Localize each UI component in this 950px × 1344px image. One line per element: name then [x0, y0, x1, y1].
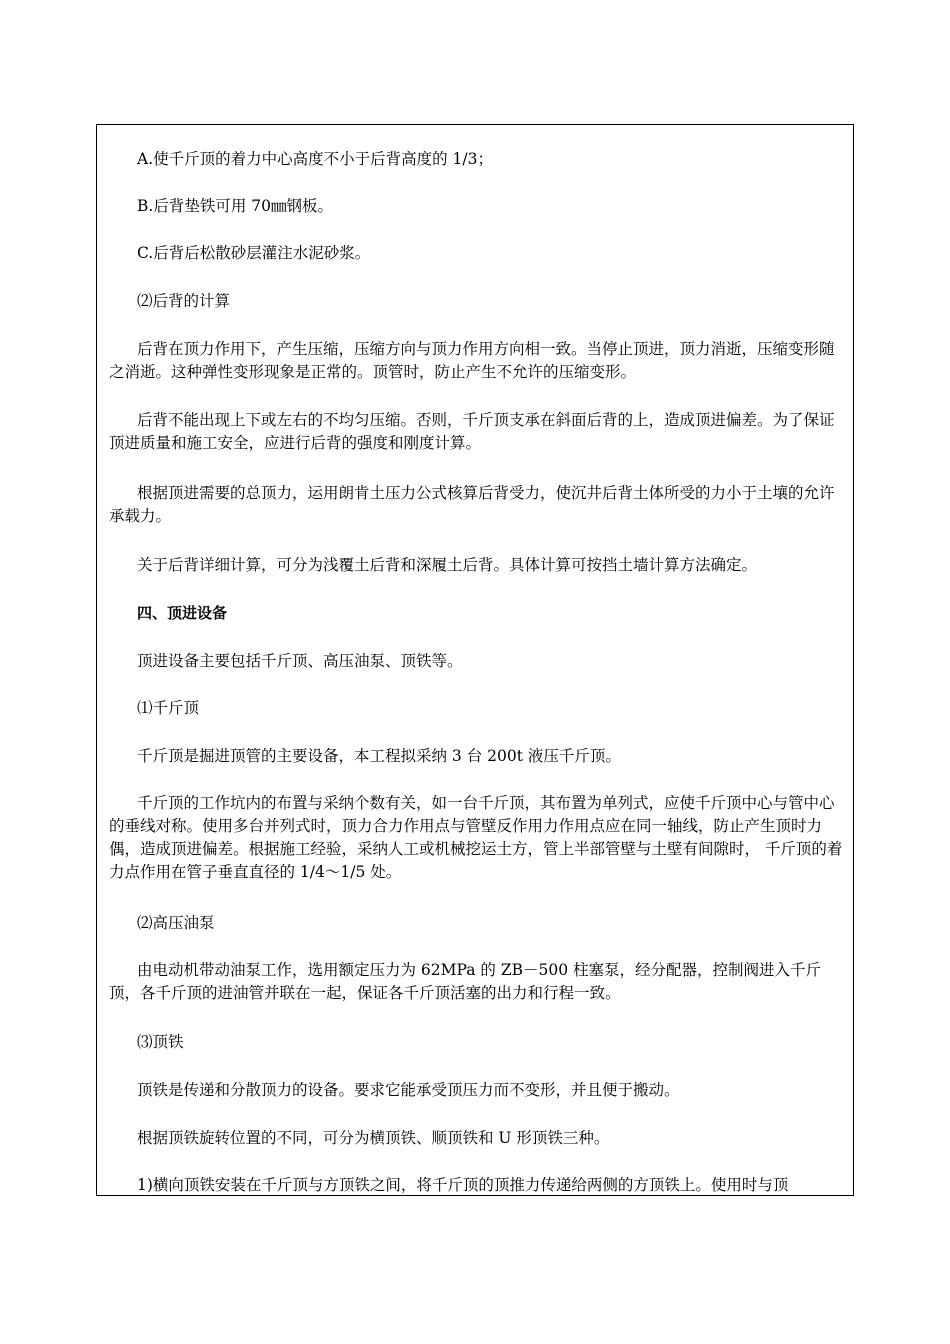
- paragraph-top-iron-types: 根据顶铁旋转位置的不同，可分为横顶铁、顺顶铁和 U 形顶铁三种。: [137, 1129, 610, 1147]
- paragraph-jack-layout: 千斤顶的工作坑内的布置与采纳个数有关，如一台千斤顶，其布置为单列式，应使千斤顶中心与管中心的垂线对称。使用多台并列式时，顶力合力作用点与管壁反作用力作用点应在同一轴线，防止产生顶时力偶，造成顶进偏差。根据施工经验，采纳人工或机械挖运土方，管上半部管壁与土壁有间隙时， 千斤顶的着力点作用在管子垂直直径的 1/4～1/5 处。: [109, 794, 843, 881]
- paragraph-equipment-intro: 顶进设备主要包括千斤顶、高压油泵、顶铁等。: [137, 652, 463, 670]
- subheading-backing-calc: ⑵后背的计算: [137, 292, 231, 310]
- document-frame: [96, 124, 854, 1196]
- subheading-oil-pump: ⑵高压油泵: [137, 914, 215, 932]
- subheading-jack: ⑴千斤顶: [137, 699, 200, 717]
- paragraph-c: C.后背后松散砂层灌注水泥砂浆。: [137, 244, 371, 262]
- paragraph-uneven: 后背不能出现上下或左右的不均匀压缩。否则，千斤顶支承在斜面后背的上，造成顶进偏差。为了保证顶进质量和施工安全，应进行后背的强度和刚度计算。: [109, 411, 835, 452]
- paragraph-compression: 后背在顶力作用下，产生压缩，压缩方向与顶力作用方向相一致。当停止顶进，顶力消逝，压缩变形随之消逝。这种弹性变形现象是正常的。顶管时，防止产生不允许的压缩变形。: [109, 340, 835, 381]
- paragraph-top-iron: 顶铁是传递和分散顶力的设备。要求它能承受顶压力而不变形，并且便于搬动。: [137, 1081, 680, 1099]
- paragraph-transverse-iron: 1)横向顶铁安装在千斤顶与方顶铁之间，将千斤顶的顶推力传递给两侧的方顶铁上。使用时与顶: [137, 1176, 789, 1194]
- subheading-top-iron: ⑶顶铁: [137, 1033, 184, 1051]
- paragraph-rankine: 根据顶进需要的总顶力，运用朗肯土压力公式核算后背受力，使沉井后背土体所受的力小于土壤的允许承载力。: [109, 484, 835, 525]
- paragraph-a: A.使千斤顶的着力中心高度不小于后背高度的 1/3；: [137, 150, 493, 168]
- paragraph-oil-pump: 由电动机带动油泵工作，选用额定压力为 62MPa 的 ZB－500 柱塞泵，经分配器，控制阀进入千斤顶，各千斤顶的进油管并联在一起，保证各千斤顶活塞的出力和行程一致。: [109, 961, 822, 1002]
- paragraph-jack-main: 千斤顶是掘进顶管的主要设备，本工程拟采纳 3 台 200t 液压千斤顶。: [137, 747, 621, 765]
- section-heading-equipment: 四、顶进设备: [137, 604, 228, 622]
- paragraph-b: B.后背垫铁可用 70㎜钢板。: [137, 197, 333, 215]
- paragraph-detail-calc: 关于后背详细计算，可分为浅覆土后背和深履土后背。具体计算可按挡土墙计算方法确定。: [137, 556, 758, 574]
